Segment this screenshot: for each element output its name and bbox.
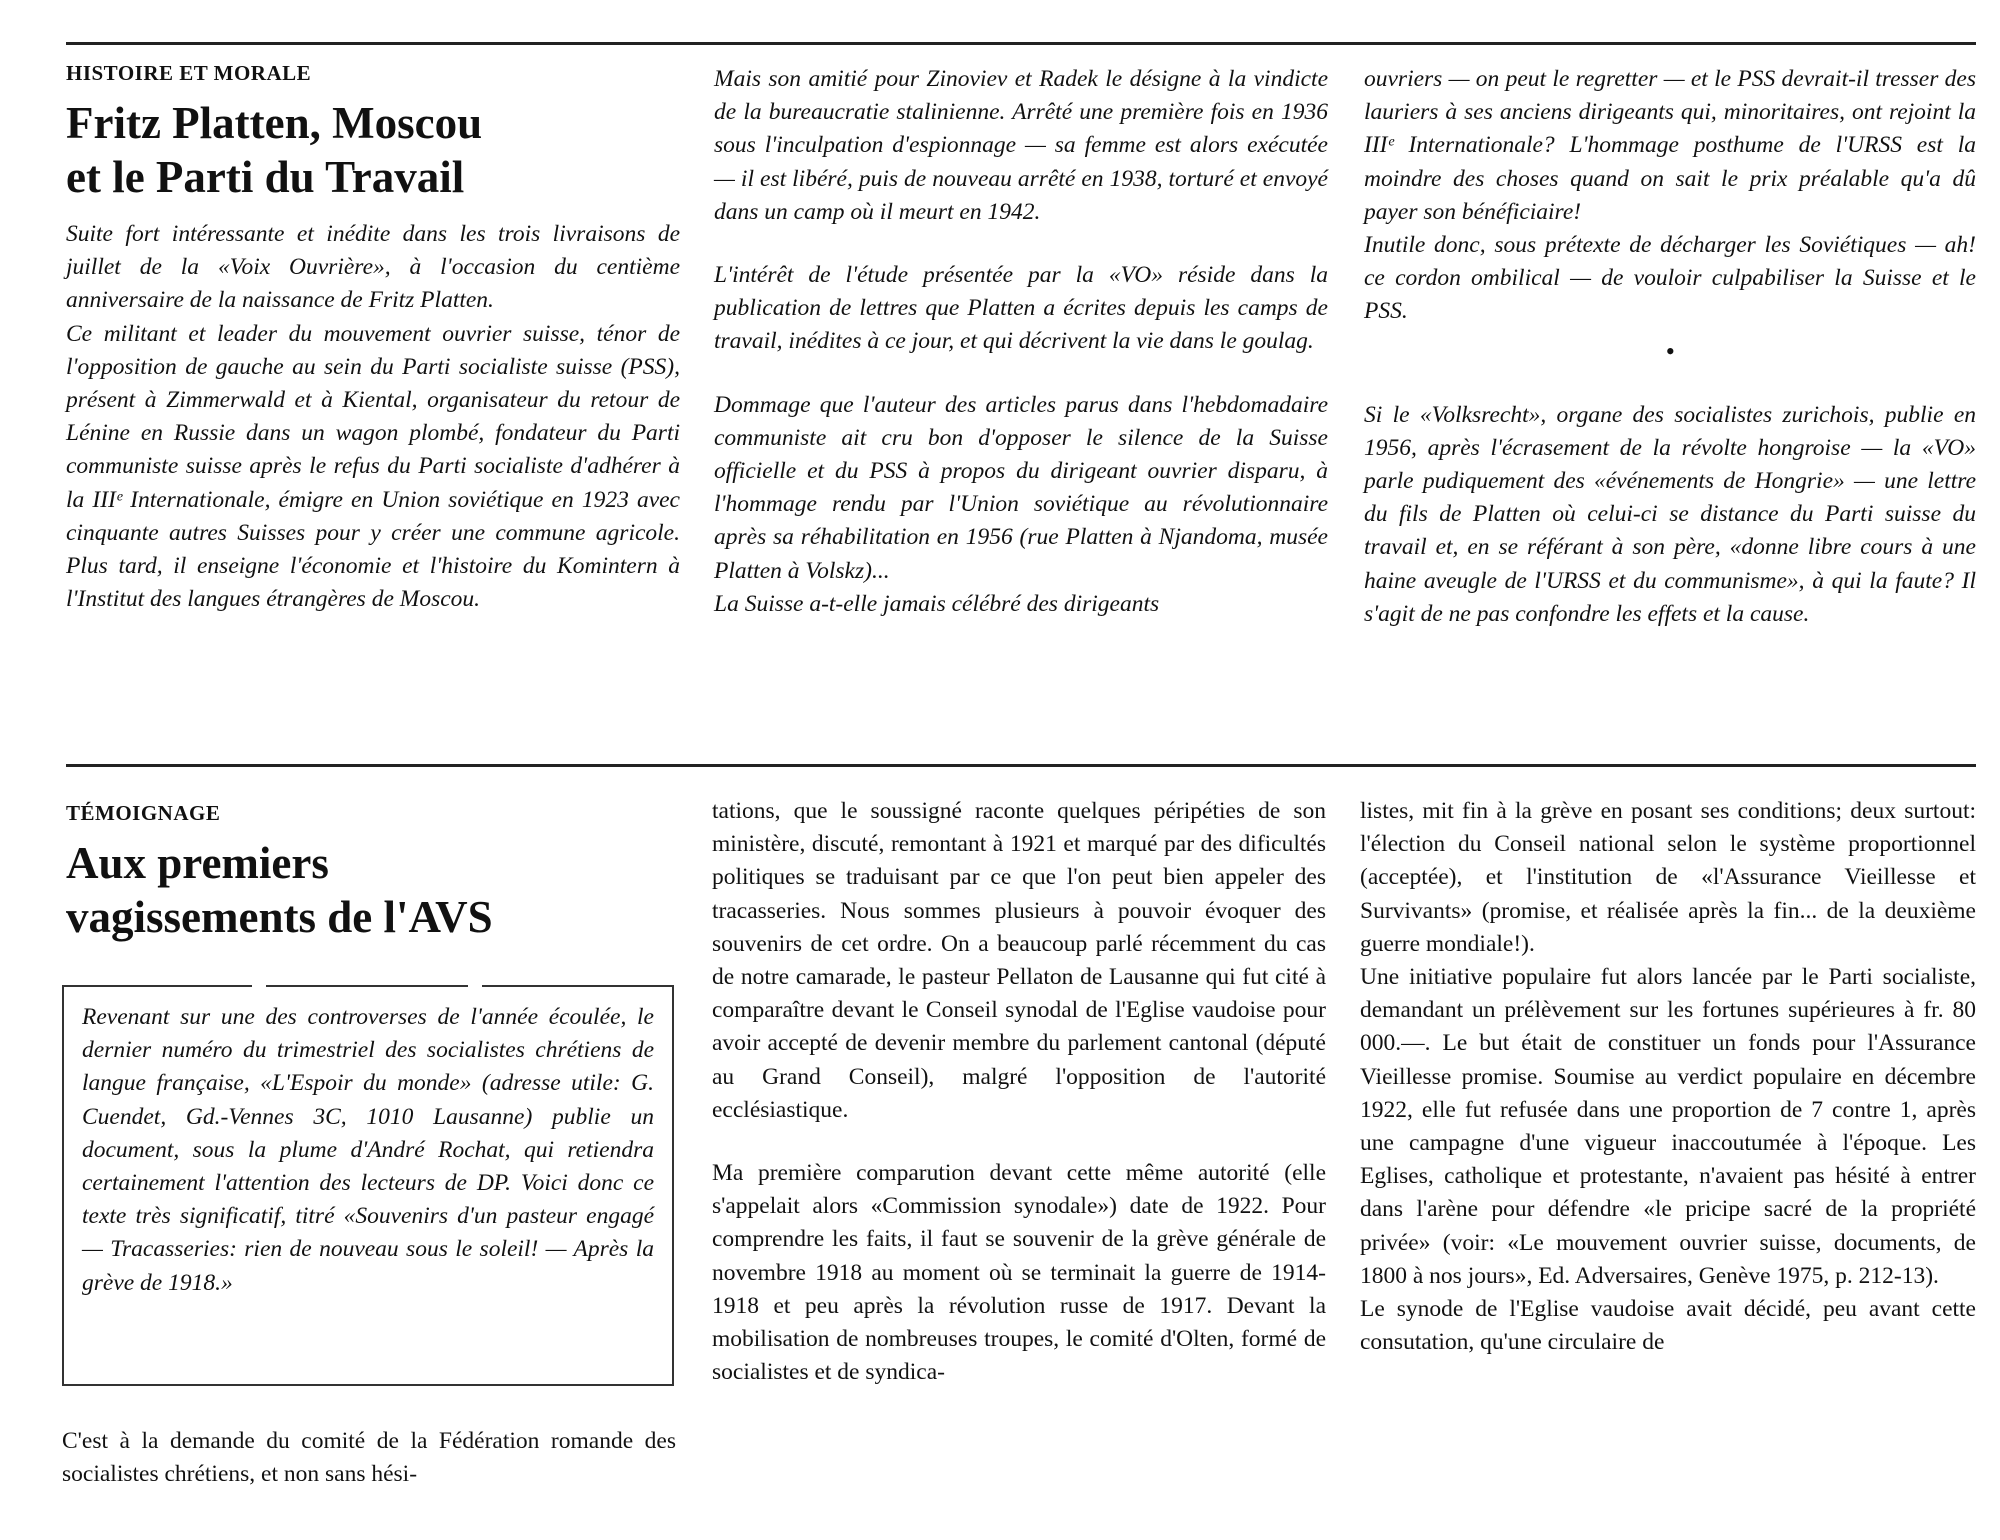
section-rule: [66, 764, 1976, 767]
paragraph: L'intérêt de l'étude présentée par la «VO» réside dans la publication de lettres que Platten a écrites depuis les camps de travail, inédites à ce jour, et qui décrivent la vie dans le goulag.: [714, 262, 1328, 355]
paragraph: Si le «Volksrecht», organe des socialistes zurichois, publie en 1956, après l'écrasement de la révolte hongroise — la «VO» parle pudiquement des «événements de Hongrie» — une lettre du fils de Platten où celui-ci se distance du Parti suisse du travail et, en se référant à son père, «donne libre cours à une haine aveugle de l'URSS et du communisme», à qui la faute? Il s'agit de ne pas confondre les effets et la cause.: [1364, 401, 1976, 627]
paragraph: La Suisse a-t-elle jamais célébré des dirigeants: [714, 590, 1160, 617]
article1-headline-line2: et le Parti du Travail: [66, 152, 465, 202]
article2-column-1: [62, 1425, 676, 1491]
article2-column-2: [712, 795, 1326, 1389]
article2-headline-line2: vagissements de l'AVS: [66, 892, 493, 942]
article2-column-3: [1360, 795, 1976, 1359]
intro-box: [62, 985, 674, 1386]
article2-headline: [66, 836, 680, 944]
article1-column-2: [714, 63, 1328, 621]
paragraph: C'est à la demande du comité de la Fédération romande des socialistes chrétiens, et non sans hési-: [62, 1428, 676, 1488]
article2-kicker: TÉMOIGNAGE: [66, 801, 221, 825]
article1-kicker: HISTOIRE ET MORALE: [66, 61, 312, 85]
paragraph: Inutile donc, sous prétexte de décharger les Soviétiques — ah! ce cordon ombilical — de vouloir culpabiliser la Suisse et le PSS.: [1364, 232, 1976, 325]
paragraph: Ce militant et leader du mouvement ouvrier suisse, ténor de l'opposition de gauche au sein du Parti socialiste suisse (PSS), présent à Zimmerwald et à Kiental, organisateur du retour de Lénine en Russie dans un wagon plombé, fondateur du Parti communiste suisse après le refus du Parti socialiste d'adhérer à la IIIᵉ Internationale, émigre en Union soviétique en 1923 avec cinquante autres Suisses pour y créer une commune agricole. Plus tard, il enseigne l'économie et l'histoire du Komintern à l'Institut des langues étrangères de Moscou.: [66, 320, 680, 613]
intro-text: Revenant sur une des controverses de l'année écoulée, le dernier numéro du trimestriel des socialistes chrétiens de langue française, «L'Espoir du monde» (adresse utile: G. Cuendet, Gd.-Vennes 3C, 1010 Lausanne) publie un document, sous la plume d'André Rochat, qui retiendra certainement l'attention des lecteurs de DP. Voici donc ce texte très significatif, titré «Souvenirs d'un pasteur engagé — Tracasseries: rien de nouveau sous le soleil! — Après la grève de 1918.»: [82, 1004, 654, 1296]
paragraph: Une initiative populaire fut alors lancée par le Parti socialiste, demandant un prélèvement sur les fortunes supérieures à fr. 80 000.—. Le but était de constituer un fonds pour l'Assurance Vieillesse promise. Soumise au verdict populaire en décembre 1922, elle fut refusée dans une proportion de 7 contre 1, après une campagne d'une vigueur inaccoutumée à l'époque. Les Eglises, catholique et protestante, n'avaient pas hésité à entrer dans l'arène pour défendre «le pricipe sacré de la propriété privée» (voir: «Le mouvement ouvrier suisse, documents, de 1800 à nos jours», Ed. Adversaires, Genève 1975, p. 212-13).: [1360, 964, 1976, 1289]
paragraph: Mais son amitié pour Zinoviev et Radek le désigne à la vindicte de la bureaucratie stalinienne. Arrêté une première fois en 1936 sous l'inculpation d'espionnage — sa femme est alors exécutée — il est libéré, puis de nouveau arrêté en 1938, torturé et envoyé dans un camp où il meurt en 1942.: [714, 66, 1328, 225]
paragraph: Le synode de l'Eglise vaudoise avait décidé, peu avant cette consutation, qu'une circulaire de: [1360, 1296, 1976, 1356]
paragraph: Ma première comparution devant cette même autorité (elle s'appelait alors «Commission synodale») date de 1922. Pour comprendre les faits, il faut se souvenir de la grève générale de novembre 1918 au moment où se terminait la guerre de 1914-1918 et peu après la révolution russe de 1917. Devant la mobilisation de nombreuses troupes, le comité d'Olten, formé de socialistes et de syndica-: [712, 1160, 1326, 1386]
article1-column-1: [66, 60, 680, 616]
paragraph: ouvriers — on peut le regretter — et le PSS devrait-il tresser des lauriers à ses anciens dirigeants qui, minoritaires, ont rejoint la IIIᵉ Internationale? L'hommage posthume de l'URSS est la moindre des choses quand on sait le prix préalable qu'a dû payer son bénéficiaire!: [1364, 66, 1976, 225]
article1-headline-line1: Fritz Platten, Moscou: [66, 98, 483, 148]
article2-heading: [66, 800, 680, 958]
article1-headline: [66, 96, 680, 204]
paragraph: Suite fort intéressante et inédite dans les trois livraisons de juillet de la «Voix Ouvrière», à l'occasion du centième anniversaire de la naissance de Fritz Platten.: [66, 221, 680, 314]
paragraph: listes, mit fin à la grève en posant ses conditions; deux surtout: l'élection du Conseil national selon le système proportionnel (acceptée), et l'institution de «l'Assurance Vieillesse et Survivants» (promise, et réalisée après la fin... de la deuxième guerre mondiale!).: [1360, 798, 1976, 957]
paragraph: tations, que le soussigné raconte quelques péripéties de son ministère, discuté, remontant à 1921 et marqué par des dificultés politiques se traduisant par ce que l'on peut bien appeler des tracasseries. Nous sommes plusieurs à pouvoir évoquer des souvenirs de cet ordre. On a beaucoup parlé récemment du cas de notre camarade, le pasteur Pellaton de Lausanne qui fut cité à comparaître devant le Conseil synodal de l'Eglise vaudoise pour avoir accepté de devenir membre du parlement cantonal (député au Grand Conseil), malgré l'opposition de l'autorité ecclésiastique.: [712, 798, 1326, 1123]
article1-column-3: [1364, 63, 1976, 631]
paragraph: Dommage que l'auteur des articles parus dans l'hebdomadaire communiste ait cru bon d'opposer le silence de la Suisse officielle et du PSS à propos du dirigeant ouvrier disparu, à l'hommage rendu par l'Union soviétique au révolutionnaire après sa réhabilitation en 1956 (rue Platten à Njandoma, musée Platten à Volskz)...: [714, 391, 1328, 584]
article2-headline-line1: Aux premiers: [66, 838, 329, 888]
section-dot-separator: •: [1665, 336, 1675, 366]
top-rule: [66, 42, 1976, 45]
